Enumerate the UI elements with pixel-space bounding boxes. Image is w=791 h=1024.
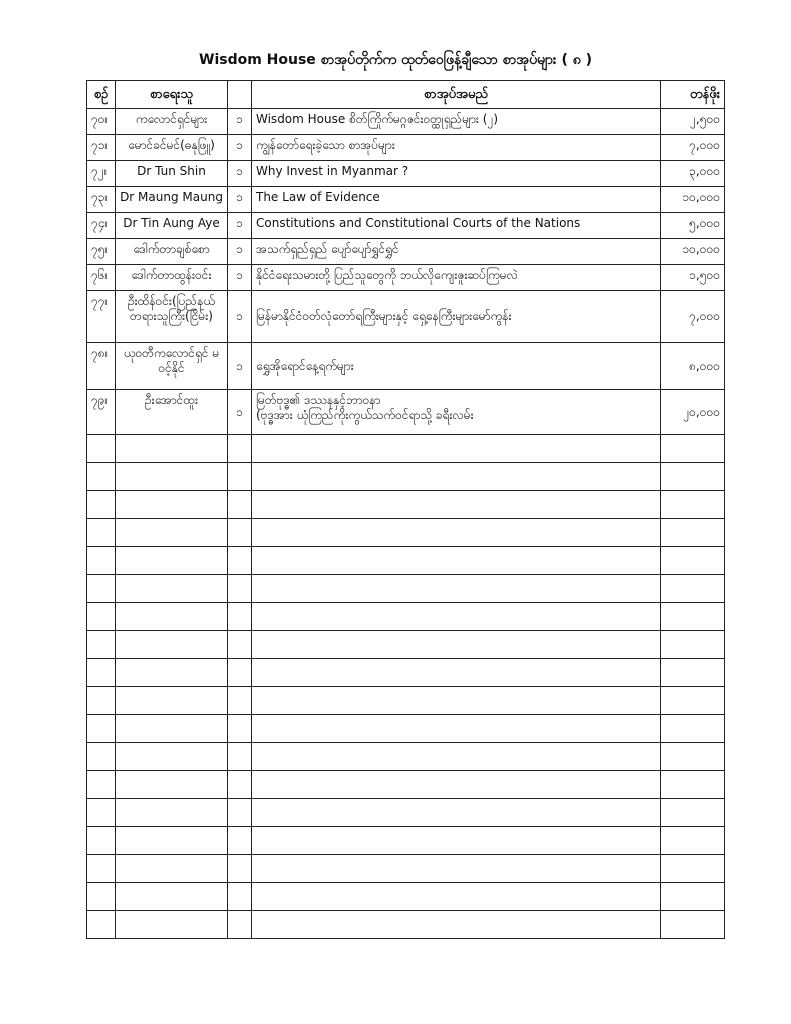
- row-title-multiline: [252, 390, 661, 435]
- empty-cell: [116, 827, 228, 855]
- empty-cell: [252, 575, 661, 603]
- row-title-line-1: မြတ်ဗုဒ္ဓ၏ ဒဿနနှင့်ဘာဝနာ: [256, 393, 381, 407]
- empty-cell: [228, 491, 252, 519]
- empty-cell: [252, 799, 661, 827]
- empty-cell: [252, 883, 661, 911]
- empty-cell: [87, 771, 116, 799]
- empty-cell: [252, 659, 661, 687]
- row-author: Dr Tun Shin: [116, 161, 228, 187]
- empty-cell: [87, 715, 116, 743]
- row-author: ယုဝတီကလောင်ရှင် မဝင့်နိုင်: [116, 343, 228, 390]
- empty-cell: [252, 715, 661, 743]
- row-author: ဦးထိန်ဝင်း(ပြည်နယ် တရားသူကြီး(ငြိမ်း): [116, 291, 228, 343]
- book-list-table: [86, 80, 725, 939]
- empty-cell: [87, 631, 116, 659]
- empty-cell: [661, 603, 725, 631]
- empty-cell: [252, 547, 661, 575]
- empty-cell: [661, 547, 725, 575]
- row-title: The Law of Evidence: [252, 187, 661, 213]
- empty-table-row: [87, 827, 725, 855]
- row-author: ကလောင်ရှင်များ: [116, 109, 228, 135]
- page-title: Wisdom House စာအုပ်တိုက်က ထုတ်ဝေဖြန့်ချီသော စာအုပ်များ ( ၈ ): [199, 52, 592, 68]
- empty-cell: [87, 687, 116, 715]
- empty-cell: [252, 911, 661, 939]
- table-row: [87, 187, 725, 213]
- empty-cell: [661, 855, 725, 883]
- empty-cell: [116, 491, 228, 519]
- empty-cell: [661, 631, 725, 659]
- table-header-row: [87, 81, 725, 109]
- empty-table-row: [87, 491, 725, 519]
- row-no: ၇၆။: [87, 265, 116, 291]
- empty-cell: [228, 687, 252, 715]
- empty-cell: [228, 827, 252, 855]
- row-qty: ၁: [228, 265, 252, 291]
- empty-cell: [87, 519, 116, 547]
- empty-cell: [661, 715, 725, 743]
- row-qty: ၁: [228, 213, 252, 239]
- row-title: Why Invest in Myanmar ?: [252, 161, 661, 187]
- row-author: မောင်ခင်မင်(ဓနုဖြူ): [116, 135, 228, 161]
- empty-cell: [661, 771, 725, 799]
- empty-cell: [87, 575, 116, 603]
- empty-cell: [252, 435, 661, 463]
- row-no: ၇၅။: [87, 239, 116, 265]
- empty-cell: [661, 435, 725, 463]
- empty-cell: [116, 715, 228, 743]
- empty-table-row: [87, 771, 725, 799]
- empty-cell: [87, 827, 116, 855]
- header-author: စာရေးသူ: [116, 81, 228, 109]
- row-author: Dr Maung Maung: [116, 187, 228, 213]
- empty-table-row: [87, 911, 725, 939]
- empty-cell: [252, 827, 661, 855]
- row-author: Dr Tin Aung Aye: [116, 213, 228, 239]
- row-price: ၁၀,၀၀၀: [661, 187, 725, 213]
- row-title: နိုင်ငံရေးသမားတို့ ပြည်သူတွေကို ဘယ်လိုကျေးဇူးဆပ်ကြမလဲ: [252, 265, 661, 291]
- empty-table-row: [87, 435, 725, 463]
- table-row: [87, 390, 725, 435]
- row-title: Wisdom House စိတ်ကြိုက်မဂ္ဂဇင်းဝတ္ထုရှည်များ (၂): [252, 109, 661, 135]
- header-price: တန်ဖိုး: [661, 81, 725, 109]
- header-qty: [228, 81, 252, 109]
- empty-cell: [116, 519, 228, 547]
- empty-cell: [116, 631, 228, 659]
- row-no: ၇၂။: [87, 161, 116, 187]
- empty-cell: [116, 463, 228, 491]
- empty-cell: [228, 631, 252, 659]
- row-price: ၇,၀၀၀: [661, 135, 725, 161]
- row-title: ကျွန်တော်ရေးခဲ့သော စာအုပ်များ: [252, 135, 661, 161]
- empty-cell: [116, 743, 228, 771]
- row-qty: ၁: [228, 187, 252, 213]
- empty-cell: [228, 771, 252, 799]
- row-price: ၃,၀၀၀: [661, 161, 725, 187]
- row-author: ဒေါက်တာချစ်စော: [116, 239, 228, 265]
- empty-cell: [252, 631, 661, 659]
- row-title-line-2: (ဗုဒ္ဓအား ယုံကြည်ကိုးကွယ်သက်ဝင်ရာသို့ ခရီးလမ်း: [256, 408, 474, 422]
- empty-cell: [228, 799, 252, 827]
- empty-cell: [116, 883, 228, 911]
- row-no: ၇၉။: [87, 390, 116, 435]
- row-no: ၇၃။: [87, 187, 116, 213]
- empty-cell: [87, 911, 116, 939]
- row-qty: ၁: [228, 291, 252, 343]
- row-price: ၂၀,၀၀၀: [661, 390, 725, 435]
- empty-cell: [116, 435, 228, 463]
- empty-cell: [87, 547, 116, 575]
- empty-table-row: [87, 519, 725, 547]
- empty-cell: [252, 687, 661, 715]
- empty-cell: [87, 435, 116, 463]
- empty-cell: [228, 519, 252, 547]
- empty-cell: [661, 827, 725, 855]
- row-qty: ၁: [228, 343, 252, 390]
- empty-cell: [252, 519, 661, 547]
- row-no: ၇၁။: [87, 135, 116, 161]
- row-qty: ၁: [228, 161, 252, 187]
- row-price: ၇,၀၀၀: [661, 291, 725, 343]
- empty-cell: [228, 883, 252, 911]
- empty-cell: [116, 659, 228, 687]
- empty-cell: [87, 659, 116, 687]
- empty-cell: [661, 687, 725, 715]
- empty-table-row: [87, 547, 725, 575]
- empty-cell: [252, 463, 661, 491]
- empty-cell: [228, 603, 252, 631]
- row-no: ၇၇။: [87, 291, 116, 343]
- table-row: [87, 291, 725, 343]
- header-title: စာအုပ်အမည်: [252, 81, 661, 109]
- empty-cell: [116, 911, 228, 939]
- empty-cell: [87, 799, 116, 827]
- empty-cell: [252, 491, 661, 519]
- row-title: မြန်မာနိုင်ငံဝတ်လုံတော်ရကြီးများနှင့် ရှေ့နေကြီးများမော်ကွန်း: [252, 291, 661, 343]
- empty-cell: [228, 743, 252, 771]
- row-title: ရွှေအိုရောင်နေ့ရက်များ: [252, 343, 661, 390]
- empty-table-row: [87, 603, 725, 631]
- row-author: ဒေါက်တာထွန်းဝင်း: [116, 265, 228, 291]
- empty-cell: [661, 575, 725, 603]
- row-title: Constitutions and Constitutional Courts of the Nations: [252, 213, 661, 239]
- empty-cell: [228, 435, 252, 463]
- row-price: ၁,၅၀၀: [661, 265, 725, 291]
- header-no: စဉ်: [87, 81, 116, 109]
- empty-cell: [116, 687, 228, 715]
- row-qty: ၁: [228, 135, 252, 161]
- empty-cell: [252, 603, 661, 631]
- table-row: [87, 239, 725, 265]
- empty-cell: [228, 855, 252, 883]
- table-row: [87, 161, 725, 187]
- empty-table-row: [87, 715, 725, 743]
- row-author: ဦးအောင်ထူး: [116, 390, 228, 435]
- empty-cell: [228, 659, 252, 687]
- empty-cell: [228, 911, 252, 939]
- row-no: ၇၄။: [87, 213, 116, 239]
- empty-table-row: [87, 575, 725, 603]
- row-qty: ၁: [228, 390, 252, 435]
- empty-cell: [116, 603, 228, 631]
- empty-cell: [228, 463, 252, 491]
- row-qty: ၁: [228, 239, 252, 265]
- empty-cell: [661, 491, 725, 519]
- empty-cell: [116, 799, 228, 827]
- empty-table-row: [87, 659, 725, 687]
- table-row: [87, 109, 725, 135]
- empty-table-row: [87, 631, 725, 659]
- empty-cell: [228, 575, 252, 603]
- empty-table-row: [87, 743, 725, 771]
- empty-cell: [116, 575, 228, 603]
- empty-cell: [661, 463, 725, 491]
- row-price: ၈,၀၀၀: [661, 343, 725, 390]
- table-row: [87, 343, 725, 390]
- empty-cell: [661, 659, 725, 687]
- empty-table-row: [87, 463, 725, 491]
- empty-table-row: [87, 883, 725, 911]
- row-title: အသက်ရှည်ရှည် ပျော်ပျော်ရွှင်ရွှင်: [252, 239, 661, 265]
- empty-cell: [87, 855, 116, 883]
- row-price: ၅,၀၀၀: [661, 213, 725, 239]
- empty-cell: [116, 771, 228, 799]
- empty-cell: [87, 463, 116, 491]
- empty-cell: [661, 911, 725, 939]
- row-price: ၂,၅၀၀: [661, 109, 725, 135]
- empty-cell: [252, 771, 661, 799]
- row-no: ၇၈။: [87, 343, 116, 390]
- empty-table-row: [87, 799, 725, 827]
- empty-cell: [87, 603, 116, 631]
- empty-rows: [87, 435, 725, 939]
- empty-cell: [87, 743, 116, 771]
- empty-cell: [228, 547, 252, 575]
- table-row: [87, 213, 725, 239]
- row-no: ၇၀။: [87, 109, 116, 135]
- empty-cell: [252, 743, 661, 771]
- table-row: [87, 135, 725, 161]
- empty-table-row: [87, 687, 725, 715]
- empty-table-row: [87, 855, 725, 883]
- row-qty: ၁: [228, 109, 252, 135]
- empty-cell: [661, 883, 725, 911]
- table-row: [87, 265, 725, 291]
- empty-cell: [252, 855, 661, 883]
- empty-cell: [87, 883, 116, 911]
- empty-cell: [661, 799, 725, 827]
- row-price: ၁၀,၀၀၀: [661, 239, 725, 265]
- empty-cell: [116, 855, 228, 883]
- empty-cell: [661, 519, 725, 547]
- empty-cell: [87, 491, 116, 519]
- empty-cell: [228, 715, 252, 743]
- empty-cell: [661, 743, 725, 771]
- empty-cell: [116, 547, 228, 575]
